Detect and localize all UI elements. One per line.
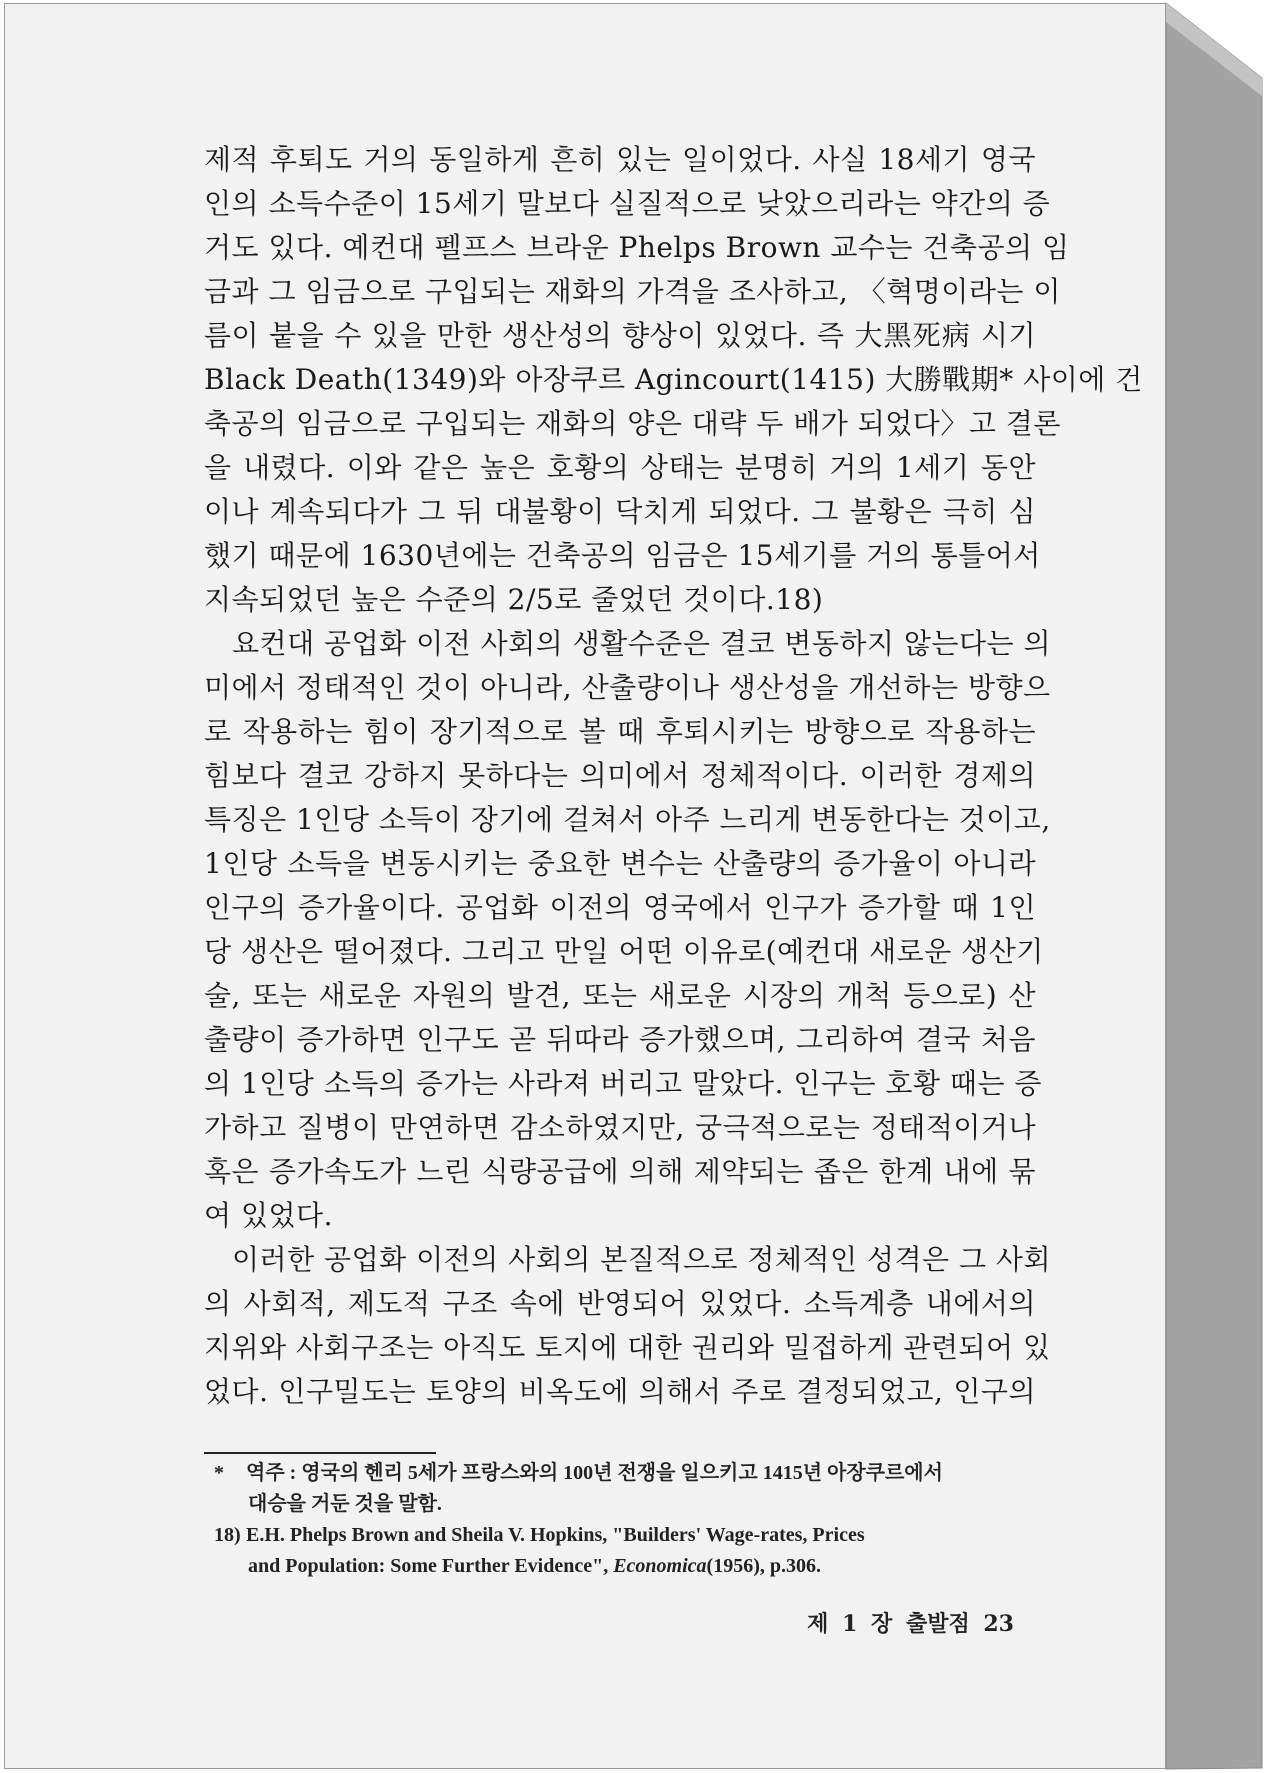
text-line: 지속되었던 높은 수준의 2/5로 줄었던 것이다.18) [204,583,824,616]
text-line: 했기 때문에 1630년에는 건축공의 임금은 15세기를 거의 통틀어서 [204,539,1041,572]
text-line: 제적 후퇴도 거의 동일하게 흔히 있는 일이었다. 사실 18세기 영국 [204,143,1036,176]
footnote-number: 18) [214,1524,241,1546]
text-line: 술, 또는 새로운 자원의 발견, 또는 새로운 시장의 개척 등으로) 산 [204,979,1036,1012]
text-line: 출량이 증가하면 인구도 곧 뒤따라 증가했으며, 그리하여 결국 처음 [204,1023,1036,1056]
footnote-text: (1956), p.306. [706,1555,821,1577]
text-line: 름이 붙을 수 있을 만한 생산성의 향상이 있었다. 즉 大黑死病 시기 [204,319,1036,352]
translator-footnote [214,1458,1032,1520]
text-line: 의 사회적, 제도적 구조 속에 반영되어 있었다. 소득계층 내에서의 [204,1287,1036,1320]
text-line: 인구의 증가율이다. 공업화 이전의 영국에서 인구가 증가할 때 1인 [204,891,1036,924]
footnote-text: 역주 : 영국의 헨리 5세가 프랑스와의 100년 전쟁을 일으키고 1415년 아장쿠르에서 [246,1462,943,1484]
footnote-divider [204,1452,436,1454]
journal-title: Economica [613,1555,707,1577]
text-line: 가하고 질병이 만연하면 감소하였지만, 궁극적으로는 정태적이거나 [204,1111,1036,1144]
text-line: 혹은 증가속도가 느린 식량공급에 의해 제약되는 좁은 한계 내에 묶 [204,1155,1036,1188]
text-line: 1인당 소득을 변동시키는 중요한 변수는 산출량의 증가율이 아니라 [204,847,1036,880]
text-line: 을 내렸다. 이와 같은 높은 호황의 상태는 분명히 거의 1세기 동안 [204,451,1036,484]
text-line: Black Death(1349)와 아장쿠르 Agincourt(1415) 大勝戰期* 사이에 건 [204,363,1143,396]
text-line: 인의 소득수준이 15세기 말보다 실질적으로 낮았으리라는 약간의 증 [204,187,1051,220]
footnote-asterisk: * [214,1462,224,1484]
text-line: 로 작용하는 힘이 장기적으로 볼 때 후퇴시키는 방향으로 작용하는 [204,715,1036,748]
text-line: 힘보다 결코 강하지 못하다는 의미에서 정체적이다. 이러한 경제의 [204,759,1036,792]
footnotes [214,1458,1032,1582]
reference-footnote-18 [214,1520,1032,1582]
text-line: 특징은 1인당 소득이 장기에 걸쳐서 아주 느리게 변동한다는 것이고, [204,803,1051,836]
text-line: 당 생산은 떨어졌다. 그리고 만일 어떤 이유로(예컨대 새로운 생산기 [204,935,1044,968]
footnote-text: 대승을 거둔 것을 말함. [248,1493,442,1515]
text-line: 이나 계속되다가 그 뒤 대불황이 닥치게 되었다. 그 불황은 극히 심 [204,495,1036,528]
body-text [204,138,1143,1414]
footnote-text: and Population: Some Further Evidence", [248,1555,614,1577]
page-number: 23 [983,1611,1014,1637]
footnote-text-line2 [214,1551,1032,1582]
text-line: 축공의 임금으로 구입되는 재화의 양은 대략 두 배가 되었다〉고 결론 [204,407,1061,440]
chapter-title: 제 1 장 출발점 [807,1611,970,1637]
text-line: 여 있었다. [204,1199,333,1232]
text-line: 요컨대 공업화 이전 사회의 생활수준은 결코 변동하지 않는다는 의 [232,627,1052,660]
page-footer [784,1607,1014,1638]
text-line: 이러한 공업화 이전의 사회의 본질적으로 정체적인 성격은 그 사회 [232,1243,1052,1276]
text-line: 었다. 인구밀도는 토양의 비옥도에 의해서 주로 결정되었고, 인구의 [204,1375,1036,1408]
footnote-text: E.H. Phelps Brown and Sheila V. Hopkins, "Builders' Wage-rates, Prices [246,1524,865,1546]
text-line: 거도 있다. 예컨대 펠프스 브라운 Phelps Brown 교수는 건축공의 임 [204,231,1070,264]
text-line: 미에서 정태적인 것이 아니라, 산출량이나 생산성을 개선하는 방향으 [204,671,1051,704]
text-line: 의 1인당 소득의 증가는 사라져 버리고 말았다. 인구는 호황 때는 증 [204,1067,1042,1100]
text-line: 금과 그 임금으로 구입되는 재화의 가격을 조사하고, 〈혁명이라는 이 [204,275,1061,308]
text-line: 지위와 사회구조는 아직도 토지에 대한 권리와 밀접하게 관련되어 있 [204,1331,1051,1364]
